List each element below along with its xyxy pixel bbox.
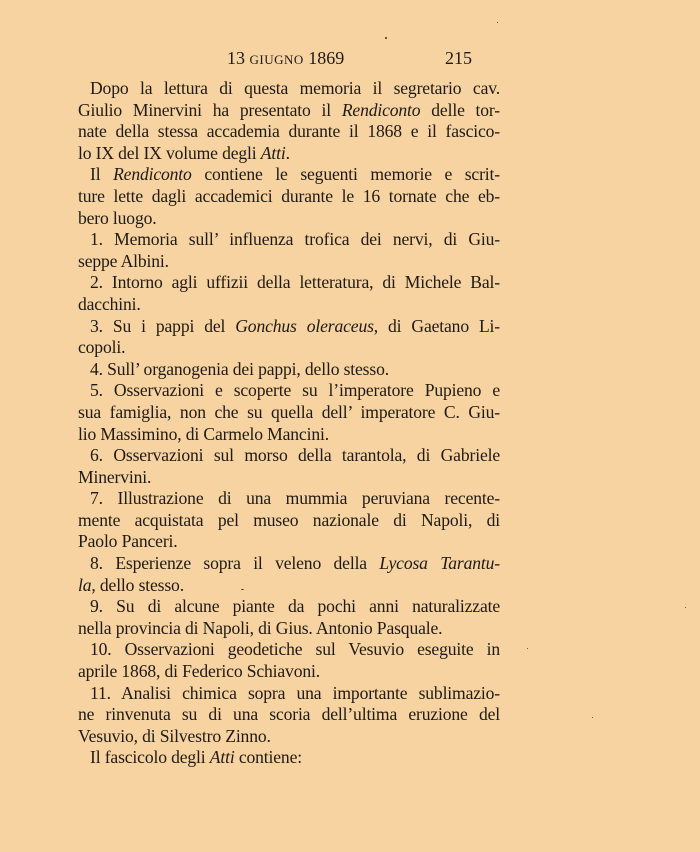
text-run: mente acquistata pel museo nazionale di Napoli, di <box>78 509 500 530</box>
text-run: Il <box>90 164 114 185</box>
text-line <box>78 510 500 532</box>
text-line <box>78 121 500 143</box>
text-run: 11. Analisi chimica sopra una importante sublimazio- <box>90 682 500 703</box>
text-run: aprile 1868, di Federico Schiavoni. <box>78 661 320 682</box>
text-line <box>78 726 500 748</box>
text-line <box>78 294 500 316</box>
text-line <box>78 553 500 575</box>
body-text <box>78 78 500 769</box>
text-line <box>78 531 500 553</box>
ink-speck <box>685 607 686 608</box>
text-line <box>78 78 500 100</box>
header-month: GIUGNO <box>249 52 304 67</box>
text-line <box>78 164 500 186</box>
text-line <box>78 100 500 122</box>
text-run: ture lette dagli accademici durante le 16 tornate che eb- <box>78 185 500 206</box>
italic-run: Atti <box>209 747 235 768</box>
ink-speck <box>592 717 593 718</box>
text-run: 5. Osservazioni e scoperte su l’imperatore Pupieno e <box>90 380 500 401</box>
text-line <box>78 208 500 230</box>
text-line <box>78 618 500 640</box>
text-run: copoli. <box>78 337 126 358</box>
text-line <box>78 316 500 338</box>
text-line <box>78 229 500 251</box>
italic-run: Lycosa Tarantu- <box>379 553 500 574</box>
italic-run: Rendiconto <box>341 99 421 120</box>
ink-speck <box>527 648 528 649</box>
text-run: 7. Illustrazione di una mummia peruviana recente- <box>90 488 500 509</box>
text-run: Minervini. <box>78 466 152 487</box>
text-run: 10. Osservazioni geodetiche sul Vesuvio eseguite in <box>90 639 500 660</box>
text-line <box>78 661 500 683</box>
page-number: 215 <box>445 48 472 68</box>
text-line <box>78 683 500 705</box>
text-line <box>78 337 500 359</box>
italic-run: Atti <box>260 142 286 163</box>
text-line <box>78 596 500 618</box>
text-run: seppe Albini. <box>78 250 169 271</box>
text-line <box>78 488 500 510</box>
text-run: delle tor- <box>420 99 501 120</box>
italic-run: Rendiconto <box>113 164 192 185</box>
text-line <box>78 639 500 661</box>
text-line <box>78 445 500 467</box>
text-run: contiene: <box>234 747 302 768</box>
text-run: 4. Sull’ organogenia dei pappi, dello stesso. <box>90 358 389 379</box>
text-line <box>78 402 500 424</box>
text-line <box>78 747 500 769</box>
header-date <box>227 48 344 69</box>
text-run: 1. Memoria sull’ influenza trofica dei nervi, di Giu- <box>90 229 500 250</box>
italic-run: la <box>78 574 92 595</box>
header-year: 1869 <box>308 48 345 68</box>
text-line <box>78 704 500 726</box>
ink-speck <box>497 22 498 23</box>
text-run: 9. Su di alcune piante da pochi anni naturalizzate <box>90 596 500 617</box>
ink-speck <box>241 589 244 590</box>
text-run: lio Massimino, di Carmelo Mancini. <box>78 423 329 444</box>
text-run: 6. Osservazioni sul morso della tarantola, di Gabriele <box>90 445 500 466</box>
text-run: nella provincia di Napoli, di Gius. Antonio Pasquale. <box>78 617 443 638</box>
text-line <box>78 143 500 165</box>
text-run: . <box>285 142 290 163</box>
text-run: sua famiglia, non che su quella dell’ imperatore C. Giu- <box>78 401 500 422</box>
text-run: , di Gaetano Li- <box>373 315 501 336</box>
text-line <box>78 272 500 294</box>
text-run: Dopo la lettura di questa memoria il segretario cav. <box>90 78 500 98</box>
text-run: Vesuvio, di Silvestro Zinno. <box>78 725 271 746</box>
text-line <box>78 467 500 489</box>
text-run: 8. Esperienze sopra il veleno della <box>90 553 380 574</box>
text-run: lo IX del IX volume degli <box>78 142 261 163</box>
text-line <box>78 251 500 273</box>
text-run: bero luogo. <box>78 207 157 228</box>
text-line <box>78 424 500 446</box>
text-run: , dello stesso. <box>91 574 184 595</box>
text-run: Giulio Minervini ha presentato il <box>78 99 342 120</box>
ink-speck <box>385 37 387 39</box>
text-line <box>78 359 500 381</box>
text-run: nate della stessa accademia durante il 1868 e il fascico- <box>78 121 500 142</box>
running-head <box>0 48 700 72</box>
text-run: 3. Su i pappi del <box>90 315 236 336</box>
text-run: 2. Intorno agli uffizii della letteratura, di Michele Bal- <box>90 272 500 293</box>
text-run: dacchini. <box>78 293 141 314</box>
header-day: 13 <box>227 48 245 68</box>
text-run: contiene le seguenti memorie e scrit- <box>191 164 500 185</box>
text-line <box>78 186 500 208</box>
text-run: Il fascicolo degli <box>90 747 210 768</box>
text-run: ne rinvenuta su di una scoria dell’ultima eruzione del <box>78 704 500 725</box>
text-run: Paolo Panceri. <box>78 531 178 552</box>
text-line <box>78 380 500 402</box>
italic-run: Gonchus oleraceus <box>235 315 374 336</box>
text-line <box>78 575 500 597</box>
